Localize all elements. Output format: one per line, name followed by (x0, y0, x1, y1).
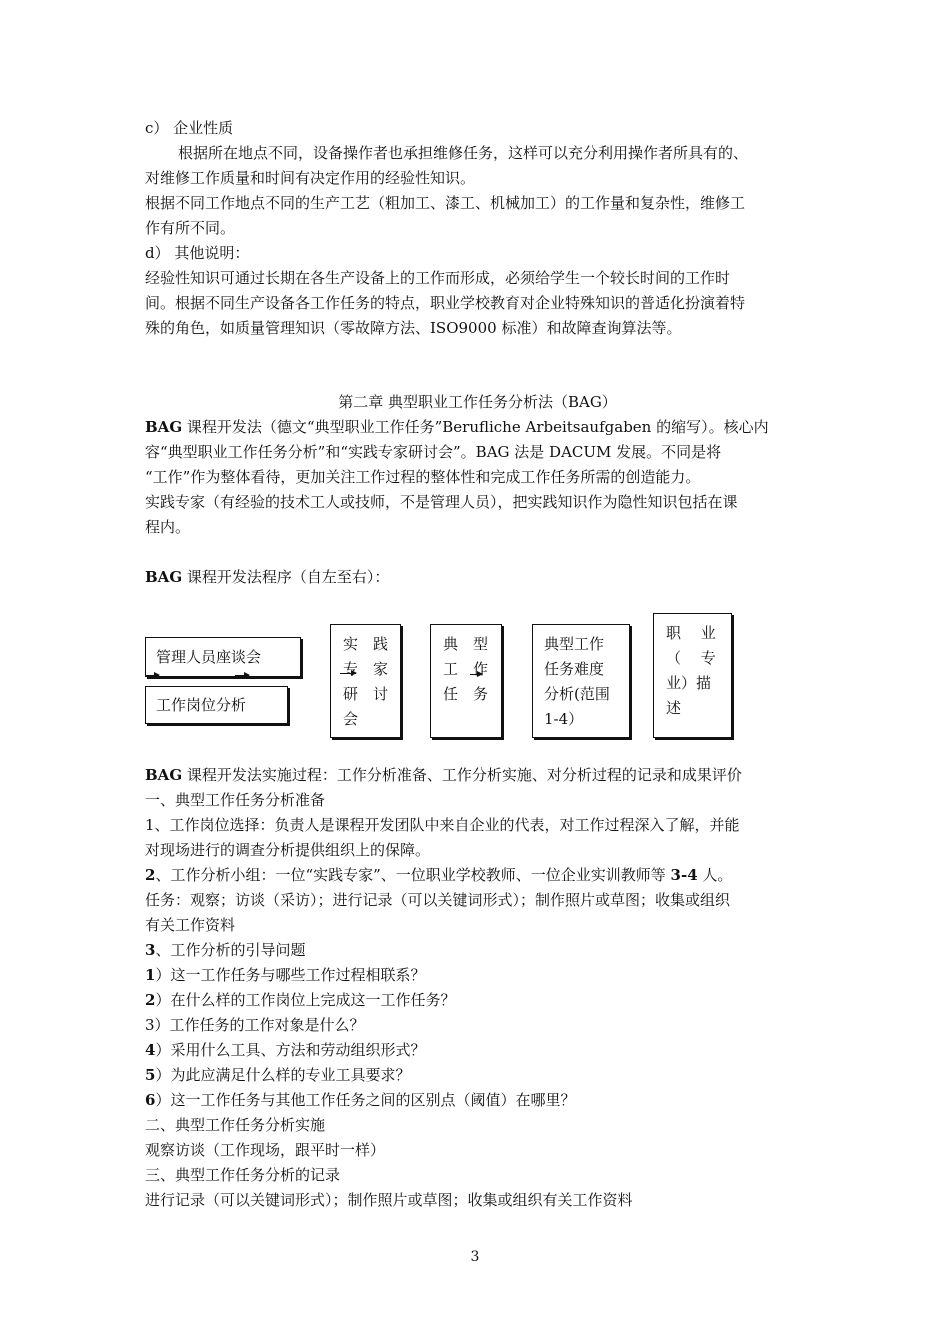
question-text: ）工作任务的工作对象是什么？ (154, 1016, 365, 1034)
section-c-paragraph: 对维修工作质量和时间有决定作用的经验性知识。 (145, 169, 476, 187)
question-item (145, 988, 810, 1013)
item-paragraph: 1、工作岗位选择：负责人是课程开发团队中来自企业的代表，对工作过程深入了解，并能 (145, 816, 740, 834)
expert-paragraph: 实践专家（有经验的技术工人或技师，不是管理人员），把实践知识作为隐性知识包括在课 (145, 493, 738, 511)
question-number: 5 (145, 1066, 156, 1084)
page-number: 3 (470, 1249, 480, 1265)
flow-box-line: 职 业 (666, 624, 716, 642)
flow-arrow (145, 675, 159, 676)
flow-box-manager-meeting (145, 637, 301, 677)
section-d-heading: d） 其他说明： (145, 244, 250, 262)
item-paragraph: 对现场进行的调查分析提供组织上的保障。 (145, 841, 431, 859)
item-text: 人。 (697, 866, 733, 884)
question-item (145, 1088, 810, 1113)
bag-term: BAG (145, 568, 183, 586)
question-item (145, 1013, 810, 1038)
section-c-paragraph: 作有所不同。 (145, 219, 236, 237)
question-text: ）这一工作任务与其他工作任务之间的区别点（阈值）在哪里？ (155, 1091, 576, 1109)
section-d-paragraph: 殊的角色，如质量管理知识（零故障方法、ISO9000 标准）和故障查询算法等。 (145, 319, 682, 337)
section-heading: 二、典型工作任务分析实施 (145, 1116, 326, 1134)
flow-box-line: 会 (343, 710, 359, 728)
chapter-intro-text: 课程开发法（德文“典型职业工作任务”Berufliche Arbeitsaufgaben 的缩写）。核心内 (182, 418, 769, 436)
item-text: 、工作分析小组：一位“实践专家”、一位职业学校教师、一位企业实训教师等 (155, 866, 671, 884)
tasks-paragraph: 有关工作资料 (145, 916, 236, 934)
implementation-text: 课程开发法实施过程：工作分析准备、工作分析实施、对分析过程的记录和成果评价 (182, 766, 742, 784)
question-text: ）为此应满足什么样的专业工具要求？ (155, 1066, 411, 1084)
question-number: 6 (145, 1091, 156, 1109)
chapter-intro: 容“典型职业工作任务分析”和“实践专家研讨会”。BAG 法是 DACUM 发展。不同是将 (145, 443, 722, 461)
flow-box-line: 工 作 (443, 660, 489, 678)
section-paragraph: 观察访谈（工作现场，跟平时一样） (145, 1141, 386, 1159)
expert-paragraph: 程内。 (145, 518, 191, 536)
question-text: ）采用什么工具、方法和劳动组织形式？ (155, 1041, 426, 1059)
section-d-paragraph: 经验性知识可通过长期在各生产设备上的工作而形成，必须给学生一个较长时间的工作时 (145, 269, 731, 287)
section-paragraph: 进行记录（可以关键词形式）；制作照片或草图；收集或组织有关工作资料 (145, 1191, 633, 1209)
item-number: 3 (145, 941, 156, 959)
flow-arrow (235, 675, 249, 676)
section-heading: 三、典型工作任务分析的记录 (145, 1166, 341, 1184)
flow-box-line: 典型工作 (544, 635, 605, 653)
item-text: 、工作分析的引导问题 (155, 941, 306, 959)
section-c-paragraph: 根据所在地点不同，设备操作者也承担维修任务，这样可以充分利用操作者所具有的、 (178, 144, 749, 162)
flow-box-line: 研 讨 (343, 685, 389, 703)
flow-box-label: 管理人员座谈会 (156, 648, 262, 666)
question-number: 3 (145, 1016, 155, 1034)
question-item (145, 963, 810, 988)
flow-box-line: 述 (666, 699, 682, 717)
flow-box-line: 典 型 (443, 635, 489, 653)
bag-term: BAG (145, 418, 183, 436)
procedure-heading (145, 565, 810, 590)
tasks-paragraph: 任务：观察；访谈（采访）；进行记录（可以关键词形式）；制作照片或草图；收集或组织 (145, 891, 731, 909)
procedure-text: 课程开发法程序（自左至右）： (182, 568, 390, 586)
flow-box-line: 实 践 (343, 635, 389, 653)
question-number: 2 (145, 991, 156, 1009)
question-text: ）这一工作任务与哪些工作过程相联系？ (155, 966, 426, 984)
flow-box-expert-workshop (330, 624, 401, 738)
flow-box-typical-task (430, 624, 502, 738)
section-d-paragraph: 间。根据不同生产设备各工作任务的特点，职业学校教育对企业特殊知识的普适化扮演着特 (145, 294, 746, 312)
flow-box-job-description (653, 613, 732, 738)
flow-box-line: 任 务 (443, 685, 489, 703)
flow-box-line: 1-4） (544, 710, 584, 728)
flow-arrow (340, 673, 356, 674)
section-c-paragraph: 根据不同工作地点不同的生产工艺（粗加工、漆工、机械加工）的工作量和复杂性，维修工 (145, 194, 746, 212)
item-paragraph (145, 863, 810, 888)
item-paragraph (145, 938, 810, 963)
flow-arrow (470, 674, 482, 675)
flow-box-line: 专 家 (343, 660, 389, 678)
flow-box-line: 任务难度 (544, 660, 605, 678)
chapter-intro (145, 415, 810, 440)
item-bold-value: 3-4 (670, 866, 698, 884)
flow-box-difficulty-analysis (532, 624, 630, 738)
flow-box-label: 工作岗位分析 (156, 696, 247, 714)
chapter-intro: “工作”作为整体看待，更加关注工作过程的整体性和完成工作任务所需的创造能力。 (145, 468, 701, 486)
bag-term: BAG (145, 766, 183, 784)
flow-box-line: 分析(范围 (544, 685, 610, 703)
question-number: 4 (145, 1041, 156, 1059)
flow-box-position-analysis (145, 686, 288, 724)
section-c-heading: c） 企业性质 (145, 119, 234, 137)
implementation-heading (145, 763, 810, 788)
question-item (145, 1038, 810, 1063)
item-number: 2 (145, 866, 156, 884)
section-heading: 一、典型工作任务分析准备 (145, 791, 326, 809)
chapter-title: 第二章 典型职业工作任务分析法（BAG） (338, 393, 617, 411)
question-text: ）在什么样的工作岗位上完成这一工作任务？ (155, 991, 456, 1009)
question-item (145, 1063, 810, 1088)
question-number: 1 (145, 966, 156, 984)
flow-box-line: （ 专 (666, 649, 716, 667)
flow-box-line: 业）描 (666, 674, 712, 692)
